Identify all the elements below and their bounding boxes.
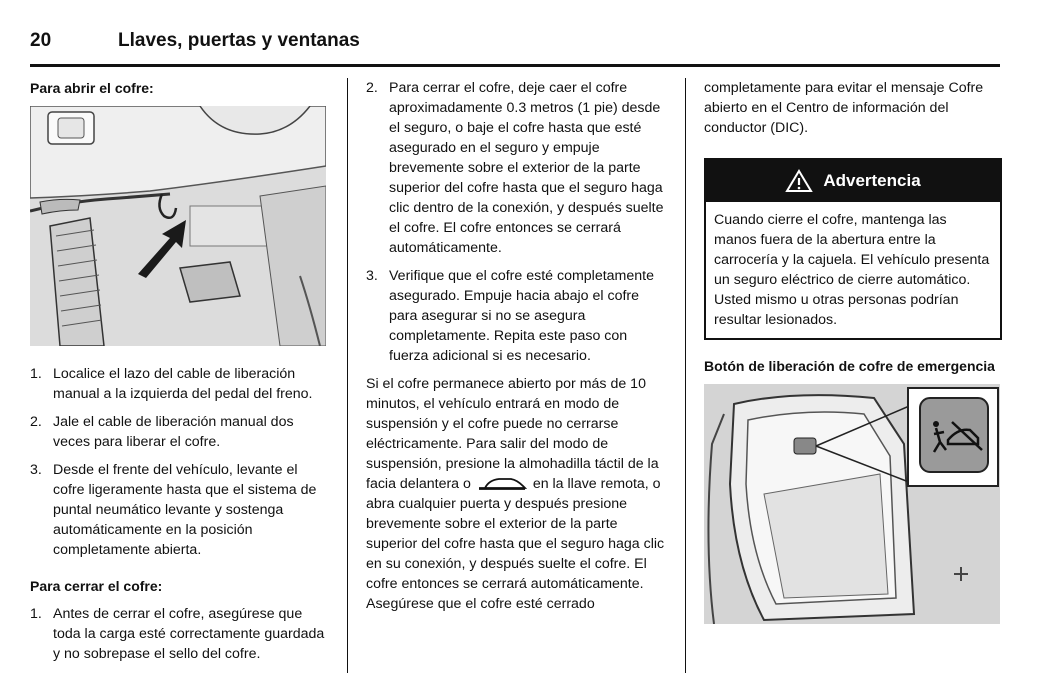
warning-header xyxy=(706,160,1000,202)
warning-text: Cuando cierre el cofre, mantenga las manos fuera de la abertura entre la carrocería y la cajuela. El vehículo presenta un seguro eléctrico de cierre automático. Usted mismo u otras personas podrían resultar lesionados. xyxy=(714,212,990,328)
list-item: 3. Desde el frente del vehículo, levante el cofre ligeramente hasta que el sistema de puntal neumático levante y sostenga automáticamente en la posición completamente abierta. xyxy=(30,462,317,558)
warning-box xyxy=(704,158,1002,340)
column-divider-1 xyxy=(347,78,348,673)
close-hood-steps xyxy=(30,604,328,664)
column-2 xyxy=(366,78,666,614)
list-item: 3. Verifique que el cofre esté completamente asegurado. Empuje hacia abajo el cofre para asegurar si no se asegura completamente. Repita este paso con fuerza adicional si es necesario. xyxy=(366,268,654,364)
sleep-mode-paragraph: Si el cofre permanece abierto por más de 10 minutos, el vehículo entrará en modo de suspensión y el cofre puede no cerrarse eléctricamente. Para salir del modo de suspensión, presione la almohadilla táctil de la facia delantera o en la llave remota, o abra cualquier puerta y después presione brevemente sobre el exterior de la parte superior del cofre hasta que el seguro haga clic en su conexión, y después suelte el cofre. El cofre entonces se cerrará automáticamente. Asegúrese que el cofre esté cerrado xyxy=(366,376,665,612)
emergency-release-button-illustration xyxy=(704,384,1000,624)
column-divider-2 xyxy=(685,78,686,673)
page-header xyxy=(30,30,1000,67)
hood-release-cable-illustration xyxy=(30,106,326,346)
close-hood-steps-continued xyxy=(366,78,666,366)
list-item: 1. Antes de cerrar el cofre, asegúrese que toda la carga esté correctamente guardada y no sobrepase el sello del cofre. xyxy=(30,606,325,662)
close-hood-heading: Para cerrar el cofre: xyxy=(30,578,163,594)
open-hood-steps xyxy=(30,364,328,560)
warning-title: Advertencia xyxy=(823,171,921,190)
page-number: 20 xyxy=(30,30,52,51)
continuation-paragraph: completamente para evitar el mensaje Cofre abierto en el Centro de información del conductor (DIC). xyxy=(704,80,984,136)
list-item: 1. Localice el lazo del cable de liberación manual a la izquierda del pedal del freno. xyxy=(30,366,313,402)
vehicle-front-icon xyxy=(477,476,527,492)
list-item: 2. Para cerrar el cofre, deje caer el cofre aproximadamente 0.3 metros (1 pie) desde el seguro, o baje el cofre hasta que esté asegurado en el seguro y empuje brevemente sobre el exterior de la parte superior del cofre hasta que el seguro haga clic dentro de la conexión, y después suelte el cofre. El cofre entonces se cerrará automáticamente. xyxy=(366,80,664,256)
list-item: 2. Jale el cable de liberación manual dos veces para liberar el cofre. xyxy=(30,414,294,450)
open-hood-heading: Para abrir el cofre: xyxy=(30,80,154,96)
page-title: Llaves, puertas y ventanas xyxy=(118,30,360,51)
warning-triangle-icon xyxy=(785,169,813,193)
column-3 xyxy=(704,78,1002,624)
column-1 xyxy=(30,78,328,672)
emergency-release-heading: Botón de liberación de cofre de emergencia xyxy=(704,358,995,374)
